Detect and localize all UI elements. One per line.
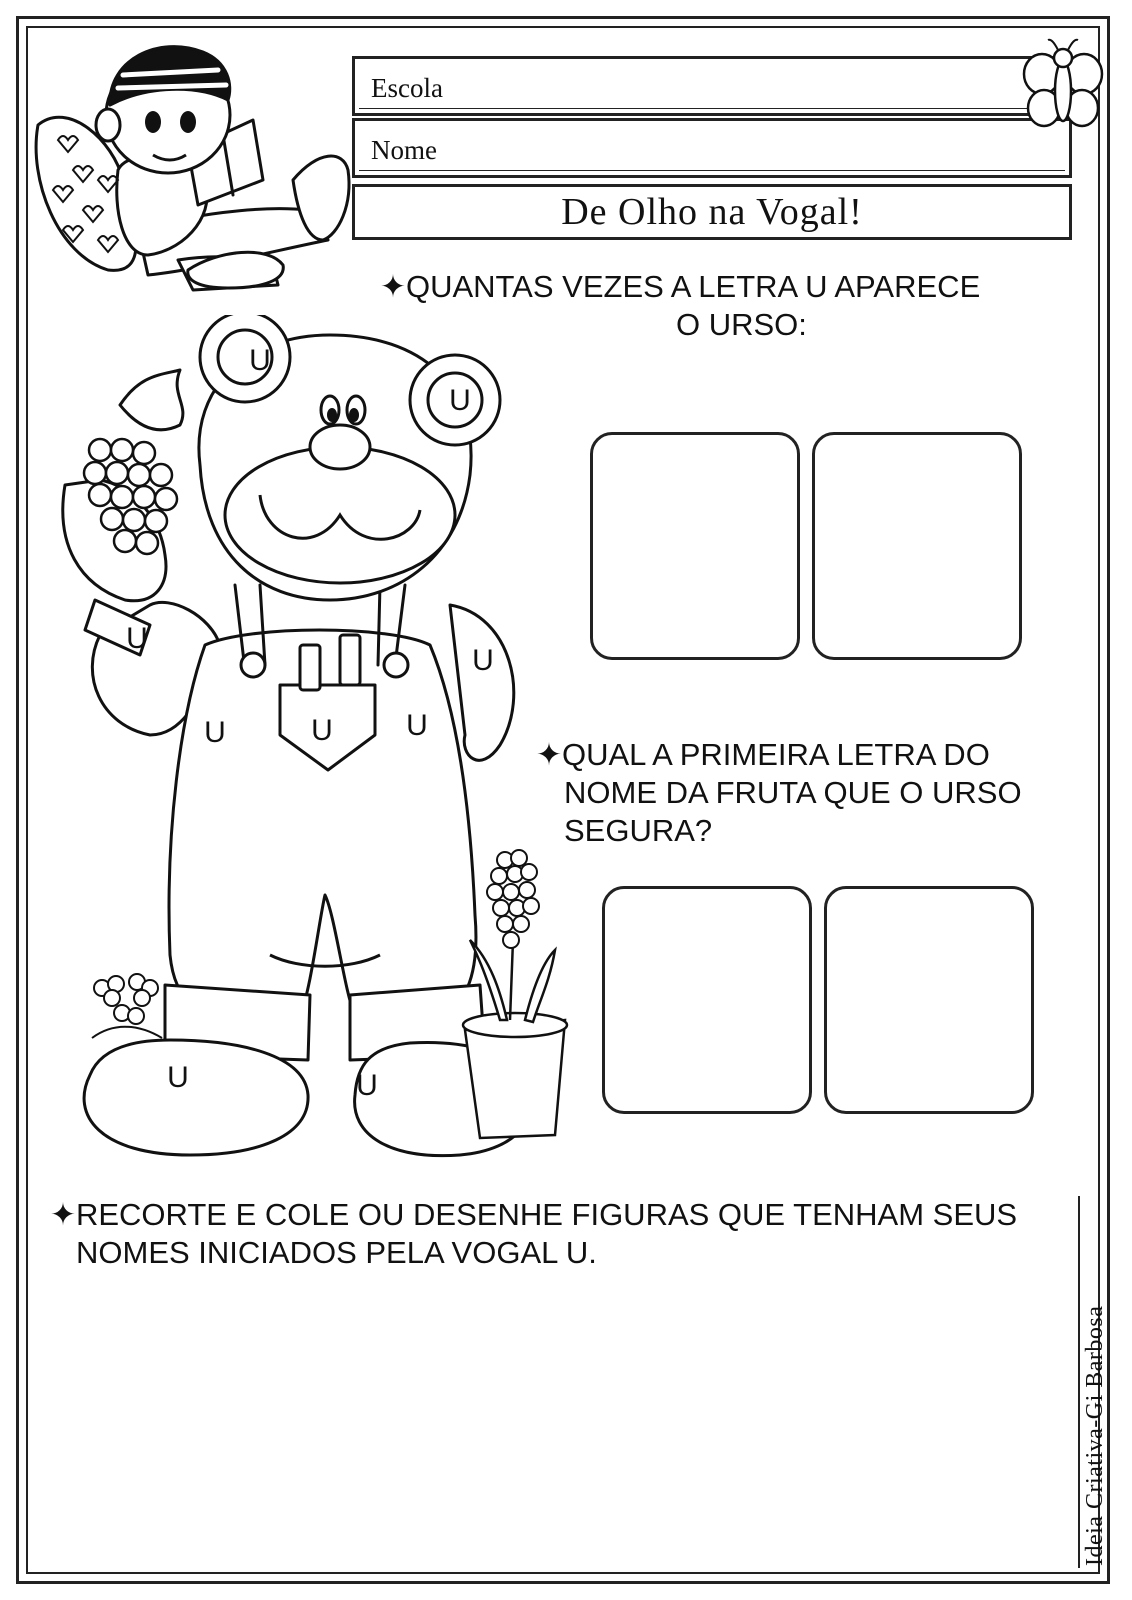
answer-box-1b[interactable] [812, 432, 1022, 660]
question-2-line-2: NOME DA FRUTA QUE O URSO [564, 775, 1022, 810]
bullet-icon: ✦ [50, 1197, 76, 1232]
credit-divider [1078, 1196, 1080, 1568]
bullet-icon: ✦ [380, 269, 406, 304]
bear-letter-u: U [167, 1061, 189, 1094]
bear-letter-u: U [472, 644, 494, 677]
bear-letter-u: U [126, 622, 148, 655]
question-3-line-2: NOMES INICIADOS PELA VOGAL U. [76, 1235, 597, 1270]
page-title: De Olho na Vogal! [561, 191, 863, 233]
bear-letter-u: U [406, 709, 428, 742]
question-3-line-1: RECORTE E COLE OU DESENHE FIGURAS QUE TENHAM SEUS [75, 1197, 1018, 1232]
question-2-line-3: SEGURA? [564, 813, 713, 848]
bear-letter-u: U [356, 1069, 378, 1102]
title-box [352, 184, 1072, 240]
answer-box-2b[interactable] [824, 886, 1034, 1114]
bear-letter-u: U [449, 384, 471, 417]
answer-box-1a[interactable] [590, 432, 800, 660]
question-2 [536, 736, 1076, 850]
butterfly-icon [1020, 36, 1106, 136]
bear-letter-u: U [204, 716, 226, 749]
answer-box-2a[interactable] [602, 886, 812, 1114]
bullet-icon: ✦ [536, 737, 562, 772]
bear-letter-u: U [249, 344, 271, 377]
question-2-line-1: QUAL A PRIMEIRA LETRA DO [561, 737, 990, 772]
bear-letter-u: U [311, 714, 333, 747]
school-label: Escola [371, 73, 443, 103]
credit-text: Ideia Criativa-Gi Barbosa [1082, 1305, 1108, 1566]
name-label: Nome [371, 135, 437, 165]
question-1-line-2: O URSO: [676, 307, 807, 342]
flower-pot-icon [455, 840, 575, 1140]
name-field[interactable] [352, 118, 1072, 178]
question-1-line-1: QUANTAS VEZES A LETRA U APARECE [405, 269, 981, 304]
question-3 [50, 1196, 1060, 1272]
boy-reading-illustration [28, 30, 358, 295]
school-field[interactable] [352, 56, 1072, 116]
flowers-icon [82, 968, 172, 1048]
